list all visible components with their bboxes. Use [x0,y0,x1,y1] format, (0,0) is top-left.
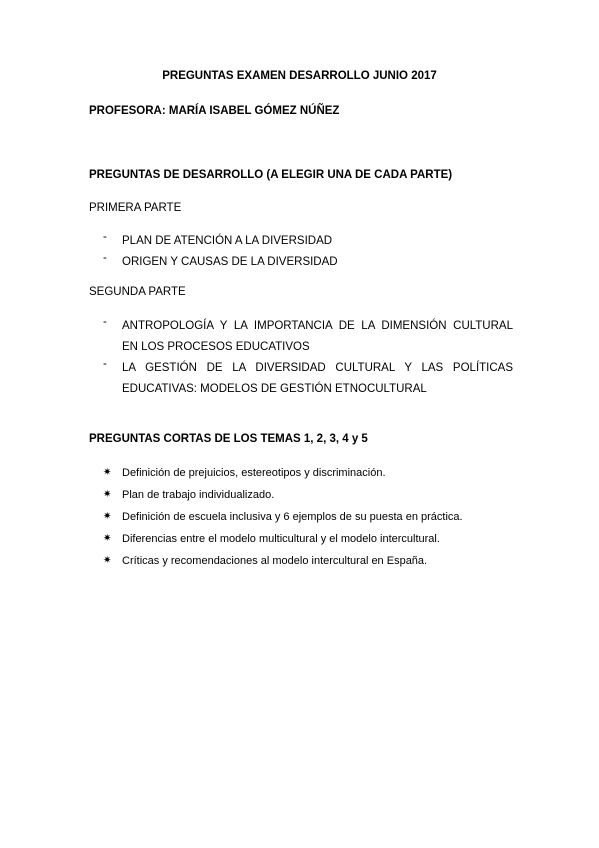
part2-heading: SEGUNDA PARTE [89,286,186,298]
list-item-text: PLAN DE ATENCIÓN A LA DIVERSIDAD [122,235,333,247]
document-title: PREGUNTAS EXAMEN DESARROLLO JUNIO 2017 [162,70,437,82]
list-item-line: LA GESTIÓN DE LA DIVERSIDAD CULTURAL Y LAS POLÍTICAS [122,362,513,374]
asterisk-bullet-icon: ✷ [103,555,112,566]
dash-marker: - [103,231,107,243]
asterisk-bullet-icon: ✷ [103,489,112,500]
list-item-text [122,358,513,400]
list-item-text: ORIGEN Y CAUSAS DE LA DIVERSIDAD [122,256,338,268]
list-item-text [122,316,513,358]
professor-line: PROFESORA: MARÍA ISABEL GÓMEZ NÚÑEZ [89,105,340,117]
asterisk-bullet-icon: ✷ [103,533,112,544]
list-item-text: Definición de escuela inclusiva y 6 ejemplos de su puesta en práctica. [122,511,463,523]
part1-heading: PRIMERA PARTE [89,202,182,214]
list-item-text: Críticas y recomendaciones al modelo intercultural en España. [122,555,428,567]
list-item-text: Diferencias entre el modelo multicultural y el modelo intercultural. [122,533,440,545]
dash-marker: - [103,316,107,328]
short-questions-heading: PREGUNTAS CORTAS DE LOS TEMAS 1, 2, 3, 4 y 5 [89,433,368,445]
list-item-line: EDUCATIVAS: MODELOS DE GESTIÓN ETNOCULTURAL [122,383,427,395]
dash-marker: - [103,252,107,264]
asterisk-bullet-icon: ✷ [103,511,112,522]
dash-marker: - [103,358,107,370]
list-item-line: EN LOS PROCESOS EDUCATIVOS [122,341,310,353]
list-item-line: ANTROPOLOGÍA Y LA IMPORTANCIA DE LA DIMENSIÓN CULTURAL [122,320,513,332]
list-item-text: Plan de trabajo individualizado. [122,489,275,501]
asterisk-bullet-icon: ✷ [103,467,112,478]
development-heading: PREGUNTAS DE DESARROLLO (A ELEGIR UNA DE CADA PARTE) [89,169,453,181]
list-item-text: Definición de prejuicios, estereotipos y discriminación. [122,467,386,479]
